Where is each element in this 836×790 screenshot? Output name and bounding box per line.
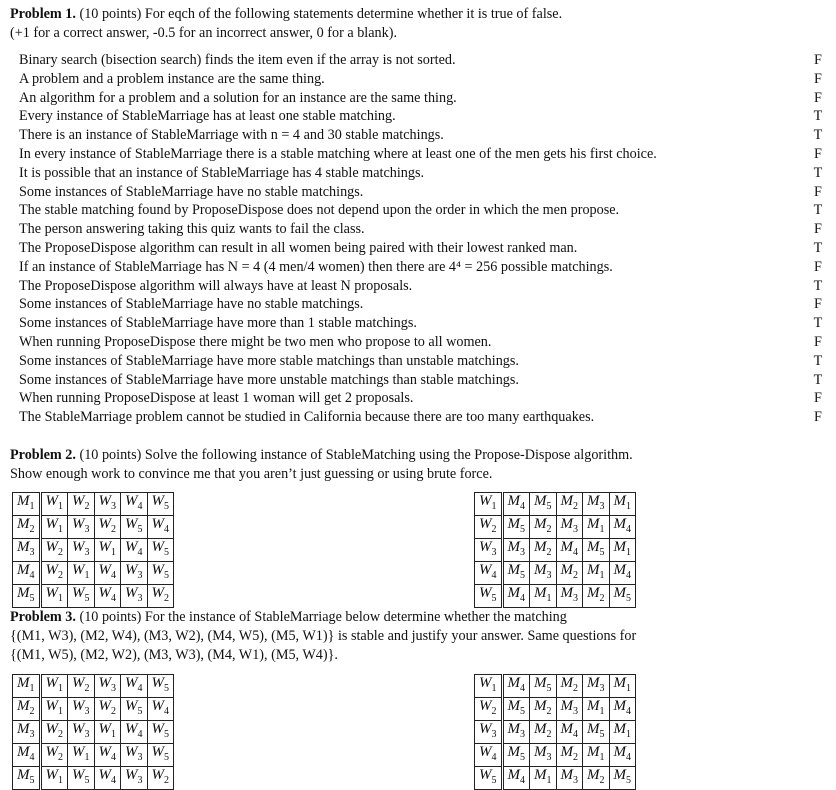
- preference-cell: $W_2$: [68, 675, 95, 698]
- preference-cell: $M_3$: [502, 721, 530, 744]
- preference-cell: $W_4$: [94, 585, 121, 608]
- statement-text: A problem and a problem instance are the same thing.: [19, 70, 325, 87]
- statement-answer: T: [813, 202, 823, 219]
- preference-cell: $W_1$: [40, 585, 68, 608]
- row-header-cell: $M_5$: [13, 585, 41, 608]
- statement-row: [19, 239, 825, 258]
- preference-cell: $W_5$: [147, 562, 174, 585]
- preference-cell: $M_2$: [583, 767, 610, 790]
- preference-cell: $M_2$: [556, 744, 583, 767]
- statement-text: The ProposeDispose algorithm will always have at least N proposals.: [19, 277, 413, 294]
- statement-row: [19, 352, 825, 371]
- problem3-men-table: [12, 674, 174, 790]
- row-header-cell: $W_2$: [475, 516, 503, 539]
- preference-cell: $M_4$: [502, 585, 530, 608]
- statement-row: [19, 295, 825, 314]
- statement-answer: T: [813, 127, 823, 144]
- preference-cell: $M_2$: [556, 675, 583, 698]
- preference-cell: $W_5$: [147, 539, 174, 562]
- problem2-men-table: [12, 492, 174, 608]
- statement-text: The person answering taking this quiz wants to fail the class.: [19, 221, 365, 238]
- preference-cell: $M_5$: [583, 539, 610, 562]
- table-row: [475, 493, 636, 516]
- statement-text: An algorithm for a problem and a solution for an instance are the same thing.: [19, 89, 457, 106]
- preference-cell: $M_3$: [556, 698, 583, 721]
- statement-row: [19, 145, 825, 164]
- preference-cell: $M_3$: [530, 744, 557, 767]
- preference-cell: $M_3$: [556, 767, 583, 790]
- statement-row: [19, 371, 825, 390]
- table-row: [13, 721, 174, 744]
- preference-cell: $M_2$: [530, 698, 557, 721]
- statement-text: Some instances of StableMarriage have more unstable matchings than stable matchings.: [19, 371, 519, 388]
- preference-cell: $W_3$: [121, 562, 148, 585]
- preference-cell: $W_1$: [94, 539, 121, 562]
- problem1-number: 1.: [65, 6, 76, 22]
- statement-row: [19, 126, 825, 145]
- problem3-number: 3.: [65, 609, 76, 625]
- statement-text: When running ProposeDispose there might be two men who propose to all women.: [19, 334, 492, 350]
- preference-cell: $W_5$: [121, 516, 148, 539]
- statement-answer: F: [814, 409, 822, 426]
- preference-cell: $M_5$: [502, 562, 530, 585]
- statement-row: [19, 183, 825, 202]
- row-header-cell: $W_5$: [475, 585, 503, 608]
- preference-cell: $M_2$: [556, 493, 583, 516]
- problem2-header: [10, 446, 633, 465]
- preference-cell: $W_1$: [68, 562, 95, 585]
- preference-cell: $M_5$: [609, 585, 636, 608]
- preference-cell: $M_3$: [556, 585, 583, 608]
- row-header-cell: $M_4$: [13, 562, 41, 585]
- row-header-cell: $M_2$: [13, 698, 41, 721]
- preference-cell: $W_2$: [94, 516, 121, 539]
- preference-cell: $W_2$: [94, 698, 121, 721]
- problem3-line1: (10 points) For the instance of StableMarriage below determine whether the matching: [79, 609, 567, 625]
- statement-row: [19, 389, 825, 408]
- problem1-points: (10 points) For eqch of the following statements determine whether it is true of false.: [79, 6, 563, 22]
- statement-answer: F: [814, 70, 822, 87]
- problem2-label: Problem: [10, 447, 62, 463]
- statement-text: The stable matching found by ProposeDispose does not depend upon the order in which the men propose.: [19, 202, 620, 219]
- preference-cell: $M_5$: [502, 744, 530, 767]
- preference-cell: $W_2$: [40, 539, 68, 562]
- preference-cell: $W_2$: [147, 585, 174, 608]
- table-row: [13, 744, 174, 767]
- statement-text: Every instance of StableMarriage has at least one stable matching.: [19, 108, 396, 125]
- statement-row: [19, 408, 825, 427]
- statement-row: [19, 201, 825, 220]
- preference-cell: $W_4$: [121, 675, 148, 698]
- preference-cell: $W_3$: [121, 744, 148, 767]
- preference-cell: $W_5$: [147, 721, 174, 744]
- preference-cell: $W_3$: [94, 675, 121, 698]
- statement-row: [19, 107, 825, 126]
- preference-cell: $M_5$: [583, 721, 610, 744]
- preference-cell: $W_4$: [121, 721, 148, 744]
- statement-text: Some instances of StableMarriage have no stable matchings.: [19, 183, 364, 200]
- problem2-number: 2.: [65, 447, 76, 463]
- problem3-line2: {(M1, W3), (M2, W4), (M3, W2), (M4, W5), (M5, W1)} is stable and justify your answer. Same questions for: [10, 628, 637, 644]
- statement-answer: T: [813, 240, 823, 256]
- table-row: [13, 675, 174, 698]
- statement-row: [19, 70, 825, 89]
- preference-cell: $W_3$: [68, 698, 95, 721]
- problem2-women-table: [474, 492, 636, 608]
- statement-answer: F: [814, 334, 822, 350]
- preference-cell: $M_5$: [502, 516, 530, 539]
- table-row: [13, 539, 174, 562]
- statement-row: [19, 164, 825, 183]
- row-header-cell: $M_1$: [13, 493, 41, 516]
- preference-cell: $W_4$: [147, 698, 174, 721]
- statement-text: The ProposeDispose algorithm can result in all women being paired with their lowest ranked man.: [19, 240, 578, 256]
- problem3-line3: {(M1, W5), (M2, W2), (M3, W3), (M4, W1), (M5, W4)}.: [10, 647, 338, 663]
- statement-answer: T: [813, 164, 823, 181]
- statement-row: [19, 333, 825, 352]
- preference-cell: $M_5$: [609, 767, 636, 790]
- preference-cell: $W_4$: [94, 562, 121, 585]
- preference-cell: $W_1$: [68, 744, 95, 767]
- row-header-cell: $M_5$: [13, 767, 41, 790]
- preference-cell: $W_1$: [40, 675, 68, 698]
- statement-text: In every instance of StableMarriage there is a stable matching where at least one of the men gets his first choice.: [19, 146, 657, 162]
- preference-cell: $W_2$: [40, 744, 68, 767]
- preference-cell: $W_1$: [40, 516, 68, 539]
- row-header-cell: $M_3$: [13, 539, 41, 562]
- preference-cell: $M_3$: [502, 539, 530, 562]
- preference-cell: $M_1$: [583, 744, 610, 767]
- preference-cell: $W_4$: [94, 767, 121, 790]
- preference-cell: $M_4$: [556, 721, 583, 744]
- preference-cell: $W_3$: [121, 585, 148, 608]
- preference-cell: $W_4$: [94, 744, 121, 767]
- statement-answer: F: [814, 296, 822, 313]
- preference-cell: $W_1$: [40, 698, 68, 721]
- preference-cell: $M_2$: [583, 585, 610, 608]
- statement-text: Some instances of StableMarriage have more than 1 stable matchings.: [19, 315, 417, 332]
- table-row: [13, 516, 174, 539]
- preference-cell: $W_5$: [68, 767, 95, 790]
- preference-cell: $W_5$: [68, 585, 95, 608]
- table-row: [475, 721, 636, 744]
- preference-cell: $W_2$: [40, 562, 68, 585]
- preference-cell: $W_5$: [147, 744, 174, 767]
- statement-text: It is possible that an instance of StableMarriage has 4 stable matchings.: [19, 164, 425, 181]
- statement-text: The StableMarriage problem cannot be studied in California because there are too many earthquakes.: [19, 409, 595, 426]
- table-row: [13, 767, 174, 790]
- preference-cell: $W_5$: [147, 493, 174, 516]
- statement-row: [19, 51, 825, 70]
- table-row: [13, 562, 174, 585]
- table-row: [475, 516, 636, 539]
- row-header-cell: $W_2$: [475, 698, 503, 721]
- preference-cell: $M_3$: [530, 562, 557, 585]
- statement-answer: F: [814, 390, 822, 407]
- row-header-cell: $W_3$: [475, 539, 503, 562]
- statement-row: [19, 277, 825, 296]
- preference-cell: $M_2$: [530, 516, 557, 539]
- row-header-cell: $W_1$: [475, 493, 503, 516]
- statement-answer: F: [814, 258, 822, 275]
- preference-cell: $M_2$: [556, 562, 583, 585]
- statement-row: [19, 89, 825, 108]
- preference-cell: $W_2$: [68, 493, 95, 516]
- preference-cell: $W_3$: [68, 539, 95, 562]
- preference-cell: $M_4$: [502, 767, 530, 790]
- table-row: [475, 562, 636, 585]
- preference-cell: $M_1$: [583, 562, 610, 585]
- row-header-cell: $W_4$: [475, 562, 503, 585]
- preference-cell: $M_4$: [609, 562, 636, 585]
- preference-cell: $W_1$: [94, 721, 121, 744]
- statement-row: [19, 220, 825, 239]
- statement-answer: T: [813, 108, 823, 125]
- preference-cell: $M_4$: [609, 744, 636, 767]
- statement-text: Some instances of StableMarriage have more stable matchings than unstable matchings.: [19, 352, 519, 369]
- row-header-cell: $W_5$: [475, 767, 503, 790]
- row-header-cell: $W_1$: [475, 675, 503, 698]
- table-row: [475, 675, 636, 698]
- row-header-cell: $M_3$: [13, 721, 41, 744]
- problem3-label: Problem: [10, 609, 62, 625]
- statement-text: There is an instance of StableMarriage with n = 4 and 30 stable matchings.: [19, 127, 444, 144]
- preference-cell: $W_1$: [40, 493, 68, 516]
- row-header-cell: $M_2$: [13, 516, 41, 539]
- table-row: [13, 585, 174, 608]
- row-header-cell: $W_3$: [475, 721, 503, 744]
- preference-cell: $M_1$: [530, 767, 557, 790]
- table-row: [475, 539, 636, 562]
- preference-cell: $M_5$: [502, 698, 530, 721]
- problem3-women-table: [474, 674, 636, 790]
- preference-cell: $M_1$: [609, 721, 636, 744]
- statement-row: [19, 258, 825, 277]
- problem2-line1: (10 points) Solve the following instance of StableMatching using the Propose-Dispose algorithm.: [79, 447, 633, 463]
- preference-cell: $W_3$: [121, 767, 148, 790]
- preference-cell: $M_3$: [556, 516, 583, 539]
- table-row: [13, 493, 174, 516]
- table-row: [475, 744, 636, 767]
- statement-text: Binary search (bisection search) finds the item even if the array is not sorted.: [19, 52, 456, 68]
- preference-cell: $W_4$: [147, 516, 174, 539]
- statement-text: Some instances of StableMarriage have no stable matchings.: [19, 296, 364, 313]
- statement-text: When running ProposeDispose at least 1 woman will get 2 proposals.: [19, 390, 414, 407]
- preference-cell: $M_1$: [583, 516, 610, 539]
- preference-cell: $W_2$: [147, 767, 174, 790]
- preference-cell: $M_2$: [530, 539, 557, 562]
- preference-cell: $M_5$: [530, 493, 557, 516]
- preference-cell: $M_3$: [583, 675, 610, 698]
- statement-answer: F: [814, 221, 822, 238]
- table-row: [13, 698, 174, 721]
- preference-cell: $W_5$: [121, 698, 148, 721]
- table-row: [475, 585, 636, 608]
- statement-row: [19, 314, 825, 333]
- preference-cell: $M_1$: [609, 493, 636, 516]
- statement-answer: F: [814, 89, 822, 106]
- statement-answer: T: [813, 352, 823, 369]
- preference-cell: $M_1$: [530, 585, 557, 608]
- problem1-label: Problem: [10, 6, 62, 22]
- statement-answer: T: [813, 277, 823, 294]
- preference-cell: $M_1$: [609, 675, 636, 698]
- preference-cell: $M_1$: [609, 539, 636, 562]
- preference-cell: $M_4$: [502, 675, 530, 698]
- preference-cell: $W_3$: [94, 493, 121, 516]
- statement-answer: T: [813, 371, 823, 388]
- preference-cell: $W_4$: [121, 493, 148, 516]
- preference-cell: $M_4$: [609, 698, 636, 721]
- preference-cell: $M_4$: [556, 539, 583, 562]
- preference-cell: $W_5$: [147, 675, 174, 698]
- problem2-line2: Show enough work to convince me that you aren’t just guessing or using brute force.: [10, 466, 493, 482]
- table-row: [475, 767, 636, 790]
- preference-cell: $M_4$: [502, 493, 530, 516]
- preference-cell: $M_1$: [583, 698, 610, 721]
- preference-cell: $W_1$: [40, 767, 68, 790]
- row-header-cell: $M_1$: [13, 675, 41, 698]
- statement-answer: T: [813, 315, 823, 332]
- row-header-cell: $M_4$: [13, 744, 41, 767]
- problem1-header: [10, 5, 562, 24]
- preference-cell: $W_2$: [40, 721, 68, 744]
- preference-cell: $M_2$: [530, 721, 557, 744]
- preference-cell: $W_4$: [121, 539, 148, 562]
- preference-cell: $M_3$: [583, 493, 610, 516]
- preference-cell: $W_3$: [68, 516, 95, 539]
- problem3-header: [10, 608, 567, 627]
- row-header-cell: $W_4$: [475, 744, 503, 767]
- preference-cell: $M_5$: [530, 675, 557, 698]
- statement-answer: F: [814, 183, 822, 200]
- statement-answer: F: [814, 52, 822, 68]
- table-row: [475, 698, 636, 721]
- statement-answer: F: [814, 146, 822, 162]
- statement-text: If an instance of StableMarriage has N = 4 (4 men/4 women) then there are 4⁴ = 256 possible matchings.: [19, 258, 613, 275]
- preference-cell: $M_4$: [609, 516, 636, 539]
- problem1-scoring: (+1 for a correct answer, -0.5 for an incorrect answer, 0 for a blank).: [10, 25, 397, 41]
- preference-cell: $W_3$: [68, 721, 95, 744]
